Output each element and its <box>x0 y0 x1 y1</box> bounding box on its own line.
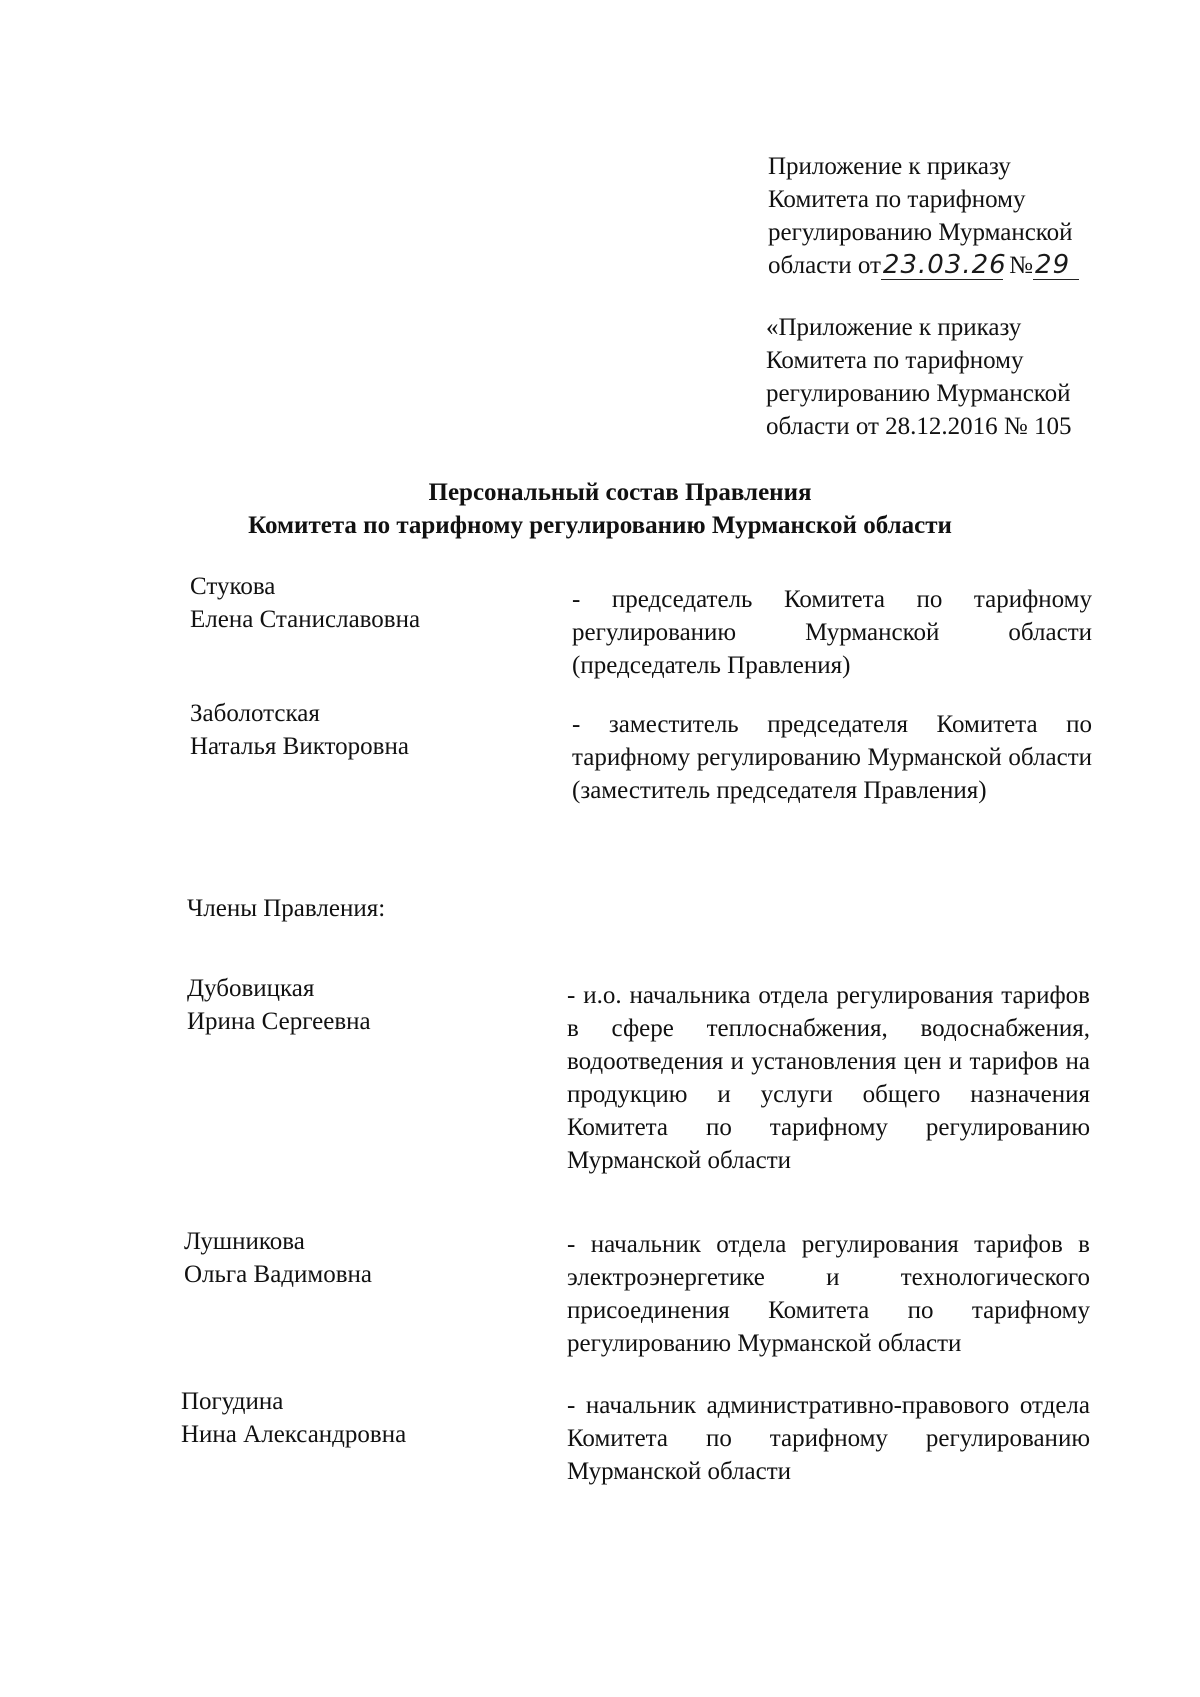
surname: Стукова <box>190 573 276 600</box>
title-line-2: Комитета по тарифному регулированию Мурманской области <box>248 512 952 539</box>
surname: Заболотская <box>190 700 320 727</box>
given-names: Ирина Сергеевна <box>187 1008 371 1035</box>
person-role: - начальник административно-правового отдела Комитета по тарифному регулированию Мурманской области <box>567 1392 1090 1485</box>
person-name <box>184 1225 372 1291</box>
members-heading: Члены Правления: <box>187 895 386 922</box>
appendix-line-4 <box>768 249 1079 282</box>
title-line-1: Персональный состав Правления <box>428 479 812 506</box>
number-sign: № <box>1009 252 1034 279</box>
handwritten-date: 23.03.26 <box>882 250 1007 280</box>
person-role: - председатель Комитета по тарифному регулированию Мурманской области (председатель Правления) <box>572 586 1092 679</box>
person-name <box>181 1385 406 1451</box>
surname: Лушникова <box>184 1228 305 1255</box>
appendix-line-1: Приложение к приказу <box>768 153 1011 180</box>
person-role: - заместитель председателя Комитета по тарифному регулированию Мурманской области (заместитель председателя Правления) <box>572 711 1092 804</box>
previous-appendix-reference <box>766 311 1072 443</box>
person-role: - начальник отдела регулирования тарифов в электроэнергетике и технологического присоединения Комитета по тарифному регулированию Мурманской области <box>567 1231 1090 1357</box>
appendix-line-3: регулированию Мурманской <box>768 219 1073 246</box>
given-names: Нина Александровна <box>181 1421 407 1448</box>
prev-line-2: Комитета по тарифному <box>766 347 1024 374</box>
person-role: - и.о. начальника отдела регулирования тарифов в сфере теплоснабжения, водоснабжения, водоотведения и установления цен и тарифов на продукцию и услуги общего назначения Комитета по тарифному регулированию Мурманской области <box>567 982 1090 1174</box>
prev-line-1: «Приложение к приказу <box>766 314 1022 341</box>
person-name <box>190 570 420 636</box>
surname: Погудина <box>181 1388 284 1415</box>
document-title <box>0 476 1200 542</box>
person-name <box>187 972 371 1038</box>
handwritten-number: 29 <box>1033 252 1079 280</box>
prev-line-4: области от 28.12.2016 № 105 <box>766 413 1072 440</box>
surname: Дубовицкая <box>187 975 315 1002</box>
prev-line-3: регулированию Мурманской <box>766 380 1071 407</box>
given-names: Ольга Вадимовна <box>184 1261 373 1288</box>
appendix-date-prefix: области от <box>768 252 881 279</box>
appendix-header <box>768 150 1079 282</box>
appendix-line-2: Комитета по тарифному <box>768 186 1026 213</box>
given-names: Елена Станиславовна <box>190 606 421 633</box>
given-names: Наталья Викторовна <box>190 733 409 760</box>
person-name <box>190 697 409 763</box>
